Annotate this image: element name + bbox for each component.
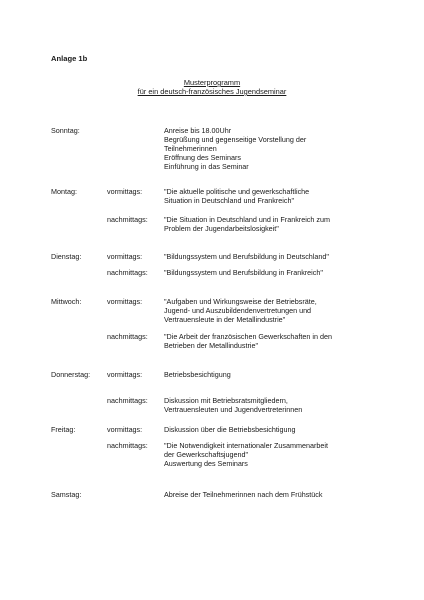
- session-text-line: Diskussion mit Betriebsratsmitgliedern,: [164, 396, 288, 405]
- session-text-line: Anreise bis 18.00Uhr: [164, 126, 232, 135]
- session-text-line: Betrieben der Metallindustrie": [164, 341, 259, 350]
- session-text-line: "Aufgaben und Wirkungsweise der Betriebsräte,: [164, 297, 317, 306]
- annex-label: Anlage 1b: [51, 54, 88, 63]
- session-text-line: Betriebsbesichtigung: [164, 370, 231, 379]
- period-label: vormittags:: [107, 370, 143, 379]
- day-label: Donnerstag:: [51, 370, 91, 379]
- session-text-line: "Bildungssystem und Berufsbildung in Deutschland": [164, 252, 329, 261]
- session-text-line: Problem der Jugendarbeitslosigkeit": [164, 224, 279, 233]
- day-label: Dienstag:: [51, 252, 82, 261]
- day-label: Montag:: [51, 187, 77, 196]
- session-text-line: "Bildungssystem und Berufsbildung in Frankreich": [164, 268, 323, 277]
- session-description: [164, 396, 376, 414]
- session-text-line: Jugend- und Auszubildendenvertretungen und: [164, 306, 312, 315]
- title-line-2: für ein deutsch-französisches Jugendseminar: [137, 87, 287, 96]
- session-description: [164, 252, 376, 261]
- session-text-line: "Die Arbeit der französischen Gewerkschaften in den: [164, 332, 332, 341]
- session-description: [164, 370, 376, 379]
- session-text-line: Vertrauensleute in der Metallindustrie": [164, 315, 286, 324]
- session-text-line: Teilnehmerinnen: [164, 144, 217, 153]
- session-description: [164, 425, 376, 434]
- period-label: nachmittags:: [107, 441, 148, 450]
- day-label: Samstag:: [51, 490, 82, 499]
- session-description: [164, 490, 376, 499]
- session-text-line: "Die aktuelle politische und gewerkschaftliche: [164, 187, 310, 196]
- session-text-line: Auswertung des Seminars: [164, 459, 248, 468]
- session-text-line: Eröffnung des Seminars: [164, 153, 241, 162]
- session-description: [164, 215, 376, 233]
- title-line-1: Musterprogramm: [183, 78, 241, 87]
- session-text-line: Begrüßung und gegenseitige Vorstellung der: [164, 135, 307, 144]
- period-label: vormittags:: [107, 425, 143, 434]
- session-description: [164, 297, 376, 324]
- session-description: [164, 268, 376, 277]
- session-text-line: "Die Notwendigkeit internationaler Zusammenarbeit: [164, 441, 328, 450]
- session-text-line: Einführung in das Seminar: [164, 162, 249, 171]
- session-description: [164, 187, 376, 205]
- period-label: nachmittags:: [107, 332, 148, 341]
- session-text-line: Vertrauensleuten und Jugendvertreterinnen: [164, 405, 303, 414]
- period-label: nachmittags:: [107, 396, 148, 405]
- session-text-line: "Die Situation in Deutschland und in Frankreich zum: [164, 215, 330, 224]
- period-label: vormittags:: [107, 187, 143, 196]
- session-description: [164, 332, 376, 350]
- period-label: nachmittags:: [107, 268, 148, 277]
- period-label: vormittags:: [107, 252, 143, 261]
- session-text-line: der Gewerkschaftsjugend": [164, 450, 249, 459]
- day-label: Sonntag:: [51, 126, 80, 135]
- session-text-line: Diskussion über die Betriebsbesichtigung: [164, 425, 296, 434]
- day-label: Freitag:: [51, 425, 76, 434]
- session-text-line: Abreise der Teilnehmerinnen nach dem Frühstück: [164, 490, 323, 499]
- period-label: nachmittags:: [107, 215, 148, 224]
- period-label: vormittags:: [107, 297, 143, 306]
- session-description: [164, 441, 376, 468]
- document-title: [0, 78, 424, 96]
- session-description: [164, 126, 376, 171]
- session-text-line: Situation in Deutschland und Frankreich": [164, 196, 295, 205]
- day-label: Mittwoch:: [51, 297, 82, 306]
